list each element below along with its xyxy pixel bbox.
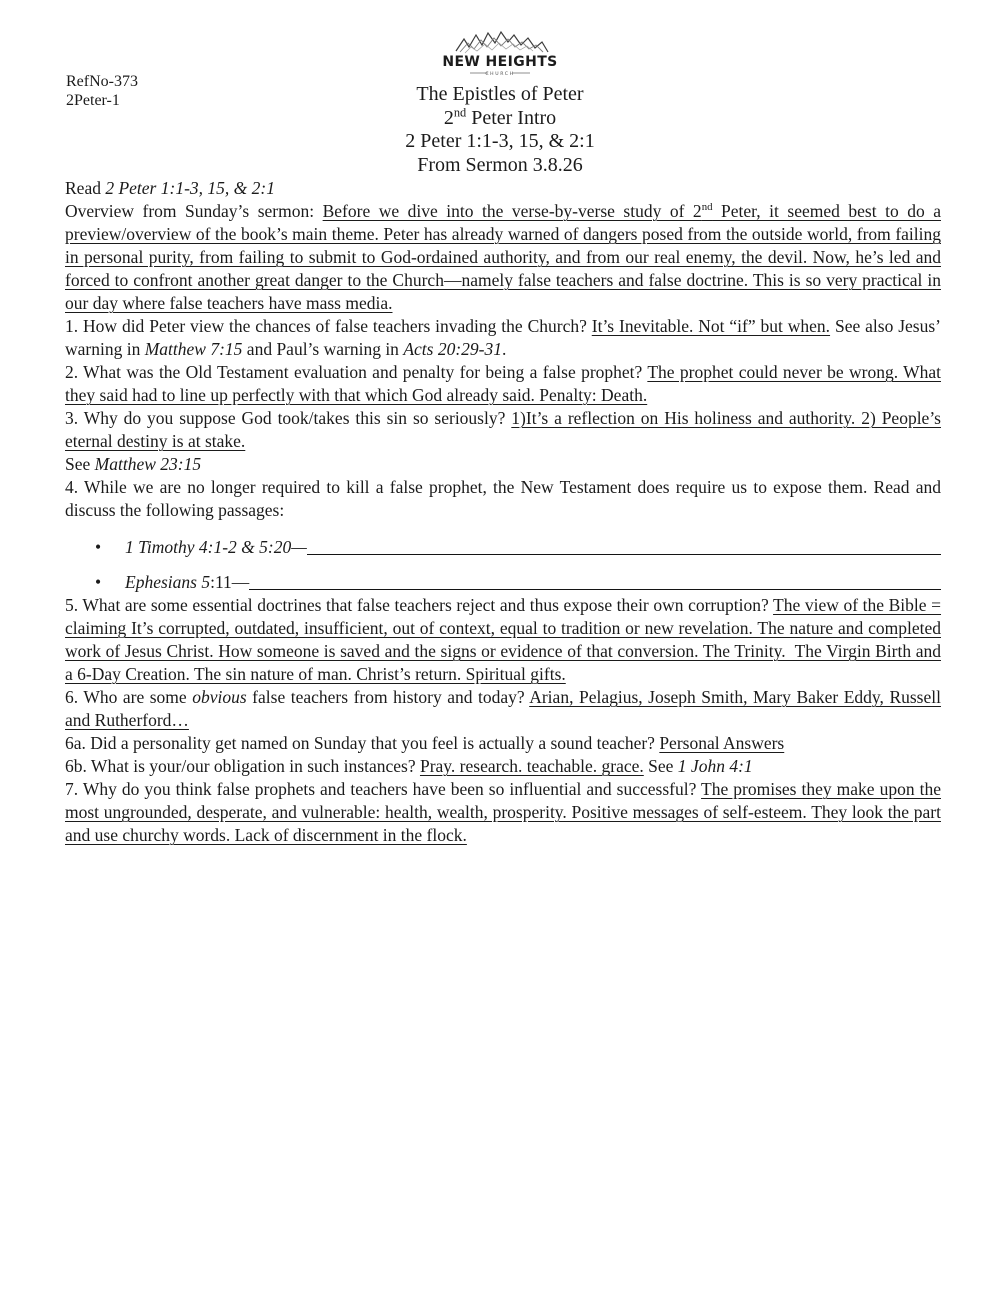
question-4: 4. While we are no longer required to kill a false prophet, the New Testament does require us to expose them. Read and discuss the following passages: — [65, 477, 941, 520]
title-line-2: 2nd Peter Intro — [443, 104, 557, 129]
question-2: 2. What was the Old Testament evaluation and penalty for being a false prophet? The prophet could never be wrong. What they said had to line up perfectly with that which God already said. Penalty: Death. — [65, 362, 941, 405]
overview-paragraph: Overview from Sunday’s sermon: Before we dive into the verse-by-verse study of 2nd Peter, it seemed best to do a preview/overview of the book’s main theme. Peter has already warned of dangers posed from the outside world, from failing in personal purity, from failing to submit to God-ordained authority, and from our real enemy, the devil. Now, he’s led and forced to confront another great danger to the Church—namely false teachers and false doctrine. This is so very practical in our day where false teachers have mass media. — [65, 201, 941, 313]
mountains-icon — [456, 32, 548, 53]
question-6b: 6b. What is your/our obligation in such instances? Pray. research. teachable. grace. See 1 John 4:1 — [65, 756, 753, 776]
document-header — [0, 0, 1000, 177]
question-6: 6. Who are some obvious false teachers from history and today? Arian, Pelagius, Joseph Smith, Mary Baker Eddy, Russell and Rutherford… — [65, 687, 941, 730]
bullet-icon: • — [95, 537, 102, 557]
ref-block — [66, 72, 138, 110]
bullet-item-ephesians — [95, 571, 941, 594]
logo-name-text: NEW HEIGHTS — [442, 54, 558, 70]
read-instruction: Read 2 Peter 1:1-3, 15, & 2:1 — [65, 178, 275, 198]
logo-container — [0, 28, 1000, 78]
new-heights-church-logo — [430, 28, 570, 78]
answer-blank-line — [307, 536, 941, 555]
question-3-reference: See Matthew 23:15 — [65, 454, 202, 474]
question-6a: 6a. Did a personality get named on Sunday that you feel is actually a sound teacher? Personal Answers — [65, 733, 785, 753]
question-7: 7. Why do you think false prophets and teachers have been so influential and successful? The promises they make upon the most ungrounded, desperate, and vulnerable: health, wealth, prosperity. Positive messages of self-esteem. They look the part and use churchy words. Lack of discernment in the flock. — [65, 779, 941, 845]
question-3: 3. Why do you suppose God took/takes this sin so seriously? 1)It’s a reflection on His holiness and authority. 2) People’s eternal destiny is at stake. — [65, 408, 941, 451]
title-line-1: The Epistles of Peter — [416, 83, 584, 105]
question-1: 1. How did Peter view the chances of false teachers invading the Church? It’s Inevitable. Not “if” but when. See also Jesus’ warning in Matthew 7:15 and Paul’s warning in Acts 20:29-31. — [65, 316, 941, 359]
title-block — [0, 83, 1000, 177]
ref-number: RefNo-373 — [66, 73, 138, 90]
answer-blank-line — [249, 571, 941, 590]
bullet-item-1-timothy — [95, 536, 941, 559]
title-line-4: From Sermon 3.8.26 — [417, 153, 583, 176]
bullet-ephesians-label: Ephesians 5:11— — [125, 572, 250, 592]
logo-subtitle-text: CHURCH — [485, 72, 515, 77]
bullet-1-timothy-label: 1 Timothy 4:1-2 & 5:20— — [125, 537, 307, 557]
bullet-icon: • — [95, 572, 102, 592]
question-5: 5. What are some essential doctrines that false teachers reject and thus expose their own corruption? The view of the Bible = claiming It’s corrupted, outdated, insufficient, out of context, equal to tradition or new revelation. The nature and completed work of Jesus Christ. How someone is saved and the signs or evidence of that conversion. The Trinity. The Virgin Birth and a 6-Day Creation. The sin nature of man. Christ’s return. Spiritual gifts. — [65, 595, 942, 684]
title-line-3: 2 Peter 1:1-3, 15, & 2:1 — [405, 130, 595, 152]
doc-id: 2Peter-1 — [66, 92, 120, 109]
worksheet-body — [0, 177, 1000, 847]
